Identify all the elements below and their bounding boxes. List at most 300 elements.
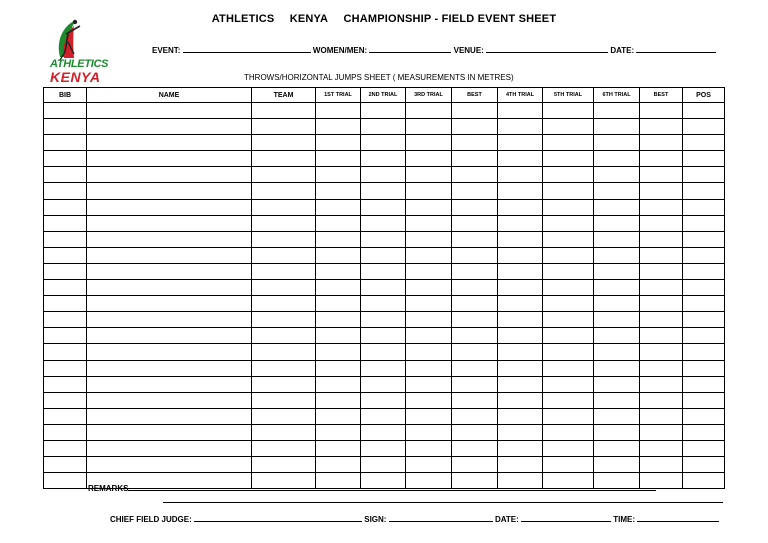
table-cell[interactable] [543,344,594,360]
table-cell[interactable] [316,199,361,215]
table-cell[interactable] [452,440,498,456]
table-cell[interactable] [406,392,452,408]
table-cell[interactable] [683,392,725,408]
table-cell[interactable] [498,215,543,231]
table-cell[interactable] [498,119,543,135]
table-cell[interactable] [44,151,87,167]
table-cell[interactable] [640,360,683,376]
table-cell[interactable] [543,328,594,344]
table-cell[interactable] [44,312,87,328]
table-cell[interactable] [543,103,594,119]
table-cell[interactable] [406,183,452,199]
table-cell[interactable] [44,167,87,183]
table-cell[interactable] [640,199,683,215]
table-cell[interactable] [498,328,543,344]
table-cell[interactable] [498,440,543,456]
table-cell[interactable] [87,376,252,392]
col-header-2nd-trial: 2ND TRIAL [361,88,406,103]
table-cell[interactable] [594,103,640,119]
table-cell[interactable] [543,183,594,199]
table-cell[interactable] [452,280,498,296]
table-cell[interactable] [252,312,316,328]
table-cell[interactable] [640,440,683,456]
table-cell[interactable] [683,328,725,344]
table-cell[interactable] [252,167,316,183]
sign-line[interactable] [389,513,493,522]
table-cell[interactable] [87,183,252,199]
table-cell[interactable] [543,408,594,424]
table-cell[interactable] [452,408,498,424]
table-cell[interactable] [543,312,594,328]
table-cell[interactable] [316,151,361,167]
table-cell[interactable] [316,312,361,328]
table-cell[interactable] [498,408,543,424]
date-line[interactable] [636,44,716,53]
table-cell[interactable] [683,231,725,247]
table-cell[interactable] [683,183,725,199]
table-cell[interactable] [252,151,316,167]
table-cell[interactable] [640,296,683,312]
table-cell[interactable] [594,247,640,263]
table-cell[interactable] [683,376,725,392]
table-cell[interactable] [406,328,452,344]
table-cell[interactable] [452,231,498,247]
table-cell[interactable] [316,263,361,279]
table-cell[interactable] [44,215,87,231]
table-cell[interactable] [44,408,87,424]
table-cell[interactable] [87,247,252,263]
table-cell[interactable] [87,215,252,231]
table-cell[interactable] [683,199,725,215]
table-cell[interactable] [683,424,725,440]
table-cell[interactable] [452,328,498,344]
table-cell[interactable] [594,296,640,312]
table-cell[interactable] [683,408,725,424]
table-cell[interactable] [252,392,316,408]
table-cell[interactable] [44,440,87,456]
table-cell[interactable] [87,392,252,408]
table-cell[interactable] [44,263,87,279]
table-cell[interactable] [406,231,452,247]
table-cell[interactable] [498,280,543,296]
table-cell[interactable] [361,457,406,473]
table-cell[interactable] [87,360,252,376]
table-cell[interactable] [498,392,543,408]
table-cell[interactable] [498,151,543,167]
table-cell[interactable] [683,263,725,279]
table-cell[interactable] [316,215,361,231]
table-cell[interactable] [252,199,316,215]
table-cell[interactable] [543,424,594,440]
remarks-line[interactable] [128,482,656,491]
table-cell[interactable] [361,312,406,328]
table-cell[interactable] [44,231,87,247]
table-cell[interactable] [44,344,87,360]
table-cell[interactable] [452,296,498,312]
table-cell[interactable] [543,376,594,392]
table-cell[interactable] [640,247,683,263]
table-cell[interactable] [683,473,725,489]
table-cell[interactable] [543,392,594,408]
table-cell[interactable] [683,247,725,263]
table-cell[interactable] [44,360,87,376]
table-cell[interactable] [87,135,252,151]
table-cell[interactable] [361,360,406,376]
table-cell[interactable] [361,328,406,344]
table-cell[interactable] [498,199,543,215]
table-cell[interactable] [87,312,252,328]
table-cell[interactable] [452,457,498,473]
table-cell[interactable] [252,103,316,119]
table-cell[interactable] [452,312,498,328]
table-cell[interactable] [594,457,640,473]
table-row [44,231,725,247]
table-cell[interactable] [498,135,543,151]
table-cell[interactable] [361,440,406,456]
table-cell[interactable] [543,151,594,167]
time-line[interactable] [637,513,719,522]
table-cell[interactable] [498,312,543,328]
table-cell[interactable] [361,231,406,247]
table-cell[interactable] [87,151,252,167]
table-cell[interactable] [594,344,640,360]
table-cell[interactable] [406,360,452,376]
table-cell[interactable] [87,457,252,473]
table-cell[interactable] [87,119,252,135]
table-cell[interactable] [683,312,725,328]
table-cell[interactable] [406,296,452,312]
table-cell[interactable] [316,119,361,135]
table-cell[interactable] [498,376,543,392]
table-cell[interactable] [594,392,640,408]
table-cell[interactable] [252,263,316,279]
table-cell[interactable] [543,280,594,296]
table-cell[interactable] [406,119,452,135]
table-cell[interactable] [361,247,406,263]
table-cell[interactable] [543,119,594,135]
table-cell[interactable] [640,183,683,199]
table-cell[interactable] [683,457,725,473]
table-cell[interactable] [87,408,252,424]
table-cell[interactable] [252,360,316,376]
table-cell[interactable] [452,424,498,440]
table-cell[interactable] [543,296,594,312]
table-cell[interactable] [452,167,498,183]
table-cell[interactable] [44,199,87,215]
table-cell[interactable] [683,167,725,183]
table-cell[interactable] [252,183,316,199]
table-cell[interactable] [498,231,543,247]
table-cell[interactable] [361,135,406,151]
table-cell[interactable] [361,183,406,199]
gender-line[interactable] [369,44,451,53]
table-cell[interactable] [640,151,683,167]
table-cell[interactable] [316,247,361,263]
table-cell[interactable] [452,247,498,263]
table-cell[interactable] [452,199,498,215]
table-cell[interactable] [594,408,640,424]
table-cell[interactable] [406,424,452,440]
table-cell[interactable] [406,408,452,424]
table-cell[interactable] [594,151,640,167]
table-cell[interactable] [594,360,640,376]
table-cell[interactable] [498,344,543,360]
table-cell[interactable] [44,135,87,151]
table-cell[interactable] [406,312,452,328]
table-cell[interactable] [252,215,316,231]
col-header-bib: BIB [44,88,87,103]
table-cell[interactable] [252,440,316,456]
table-cell[interactable] [252,344,316,360]
table-cell[interactable] [316,167,361,183]
table-cell[interactable] [406,344,452,360]
table-cell[interactable] [406,376,452,392]
table-cell[interactable] [406,247,452,263]
table-cell[interactable] [498,183,543,199]
table-cell[interactable] [640,215,683,231]
table-cell[interactable] [683,360,725,376]
table-cell[interactable] [316,231,361,247]
table-cell[interactable] [640,344,683,360]
table-cell[interactable] [640,103,683,119]
table-cell[interactable] [87,440,252,456]
table-cell[interactable] [594,424,640,440]
table-cell[interactable] [640,135,683,151]
table-cell[interactable] [44,119,87,135]
table-cell[interactable] [361,408,406,424]
table-cell[interactable] [594,215,640,231]
table-cell[interactable] [406,103,452,119]
table-cell[interactable] [361,199,406,215]
table-cell[interactable] [252,135,316,151]
table-cell[interactable] [452,376,498,392]
table-cell[interactable] [316,360,361,376]
table-cell[interactable] [44,280,87,296]
table-cell[interactable] [361,103,406,119]
table-cell[interactable] [452,344,498,360]
remarks-line-2[interactable] [163,501,723,503]
table-cell[interactable] [498,103,543,119]
chief-judge-line[interactable] [194,513,362,522]
table-cell[interactable] [543,167,594,183]
table-cell[interactable] [543,215,594,231]
table-cell[interactable] [87,328,252,344]
table-cell[interactable] [316,344,361,360]
table-cell[interactable] [44,376,87,392]
table-cell[interactable] [640,392,683,408]
col-header-6th-trial: 6TH TRIAL [594,88,640,103]
table-cell[interactable] [361,344,406,360]
table-cell[interactable] [594,183,640,199]
table-cell[interactable] [361,151,406,167]
table-cell[interactable] [87,103,252,119]
table-cell[interactable] [640,119,683,135]
table-cell[interactable] [594,440,640,456]
table-cell[interactable] [498,457,543,473]
table-cell[interactable] [44,457,87,473]
table-cell[interactable] [543,135,594,151]
table-cell[interactable] [683,215,725,231]
table-cell[interactable] [683,119,725,135]
table-cell[interactable] [406,199,452,215]
table-cell[interactable] [683,103,725,119]
table-cell[interactable] [683,344,725,360]
table-row [44,183,725,199]
table-cell[interactable] [640,231,683,247]
table-cell[interactable] [87,167,252,183]
table-cell[interactable] [44,473,87,489]
table-cell[interactable] [594,280,640,296]
table-cell[interactable] [498,296,543,312]
table-cell[interactable] [316,103,361,119]
table-cell[interactable] [406,151,452,167]
table-cell[interactable] [361,280,406,296]
table-cell[interactable] [316,440,361,456]
table-cell[interactable] [594,231,640,247]
table-cell[interactable] [87,424,252,440]
table-cell[interactable] [640,328,683,344]
table-cell[interactable] [594,119,640,135]
table-cell[interactable] [361,215,406,231]
table-cell[interactable] [498,424,543,440]
table-cell[interactable] [640,280,683,296]
venue-line[interactable] [486,44,608,53]
table-cell[interactable] [252,457,316,473]
table-cell[interactable] [452,360,498,376]
table-cell[interactable] [316,392,361,408]
table-cell[interactable] [316,408,361,424]
table-cell[interactable] [406,263,452,279]
table-cell[interactable] [452,183,498,199]
table-cell[interactable] [44,424,87,440]
table-cell[interactable] [498,263,543,279]
table-cell[interactable] [87,231,252,247]
table-cell[interactable] [252,280,316,296]
footer-date-line[interactable] [521,513,611,522]
table-cell[interactable] [683,296,725,312]
table-cell[interactable] [683,280,725,296]
table-cell[interactable] [640,424,683,440]
table-cell[interactable] [683,135,725,151]
table-cell[interactable] [44,103,87,119]
table-cell[interactable] [252,296,316,312]
table-cell[interactable] [44,328,87,344]
table-cell[interactable] [252,247,316,263]
table-cell[interactable] [252,328,316,344]
table-cell[interactable] [683,440,725,456]
table-cell[interactable] [452,119,498,135]
table-cell[interactable] [594,263,640,279]
table-cell[interactable] [498,247,543,263]
table-cell[interactable] [543,231,594,247]
table-cell[interactable] [594,312,640,328]
table-cell[interactable] [406,167,452,183]
table-cell[interactable] [87,263,252,279]
table-cell[interactable] [361,296,406,312]
sheet-subtitle: THROWS/HORIZONTAL JUMPS SHEET ( MEASUREMENTS IN METRES) [244,73,514,82]
table-cell[interactable] [44,183,87,199]
table-cell[interactable] [252,408,316,424]
table-cell[interactable] [406,440,452,456]
table-cell[interactable] [87,296,252,312]
table-cell[interactable] [361,167,406,183]
table-cell[interactable] [683,151,725,167]
table-cell[interactable] [252,231,316,247]
table-cell[interactable] [594,376,640,392]
table-cell[interactable] [361,376,406,392]
table-cell[interactable] [594,135,640,151]
table-cell[interactable] [87,280,252,296]
table-cell[interactable] [361,119,406,135]
table-cell[interactable] [406,457,452,473]
table-cell[interactable] [543,263,594,279]
table-cell[interactable] [640,457,683,473]
table-cell[interactable] [406,215,452,231]
table-cell[interactable] [252,376,316,392]
table-cell[interactable] [361,263,406,279]
table-cell[interactable] [594,328,640,344]
chief-judge-label: CHIEF FIELD JUDGE: [110,515,192,524]
table-cell[interactable] [640,312,683,328]
table-cell[interactable] [361,392,406,408]
table-cell[interactable] [594,199,640,215]
table-cell[interactable] [498,360,543,376]
col-header-name: NAME [87,88,252,103]
table-cell[interactable] [452,103,498,119]
table-cell[interactable] [87,344,252,360]
table-cell[interactable] [594,167,640,183]
table-cell[interactable] [316,296,361,312]
table-cell[interactable] [640,263,683,279]
table-cell[interactable] [543,247,594,263]
table-cell[interactable] [316,376,361,392]
table-cell[interactable] [640,408,683,424]
table-cell[interactable] [316,457,361,473]
table-cell[interactable] [452,215,498,231]
table-cell[interactable] [316,328,361,344]
table-cell[interactable] [640,167,683,183]
table-cell[interactable] [252,119,316,135]
table-cell[interactable] [543,199,594,215]
table-cell[interactable] [44,247,87,263]
table-cell[interactable] [406,135,452,151]
table-cell[interactable] [543,457,594,473]
title-part-athletics: ATHLETICS [211,13,275,25]
table-cell[interactable] [316,183,361,199]
table-cell[interactable] [452,135,498,151]
table-row [44,263,725,279]
table-row [44,135,725,151]
table-cell[interactable] [316,424,361,440]
table-cell[interactable] [452,151,498,167]
table-cell[interactable] [452,392,498,408]
table-cell[interactable] [640,376,683,392]
table-cell[interactable] [543,360,594,376]
event-line[interactable] [183,44,311,53]
table-cell[interactable] [44,296,87,312]
table-cell[interactable] [406,280,452,296]
table-cell[interactable] [44,392,87,408]
table-cell[interactable] [498,167,543,183]
table-cell[interactable] [361,424,406,440]
table-row [44,215,725,231]
table-cell[interactable] [543,440,594,456]
table-cell[interactable] [316,280,361,296]
table-cell[interactable] [87,199,252,215]
table-cell[interactable] [316,135,361,151]
table-cell[interactable] [252,424,316,440]
table-cell[interactable] [452,263,498,279]
